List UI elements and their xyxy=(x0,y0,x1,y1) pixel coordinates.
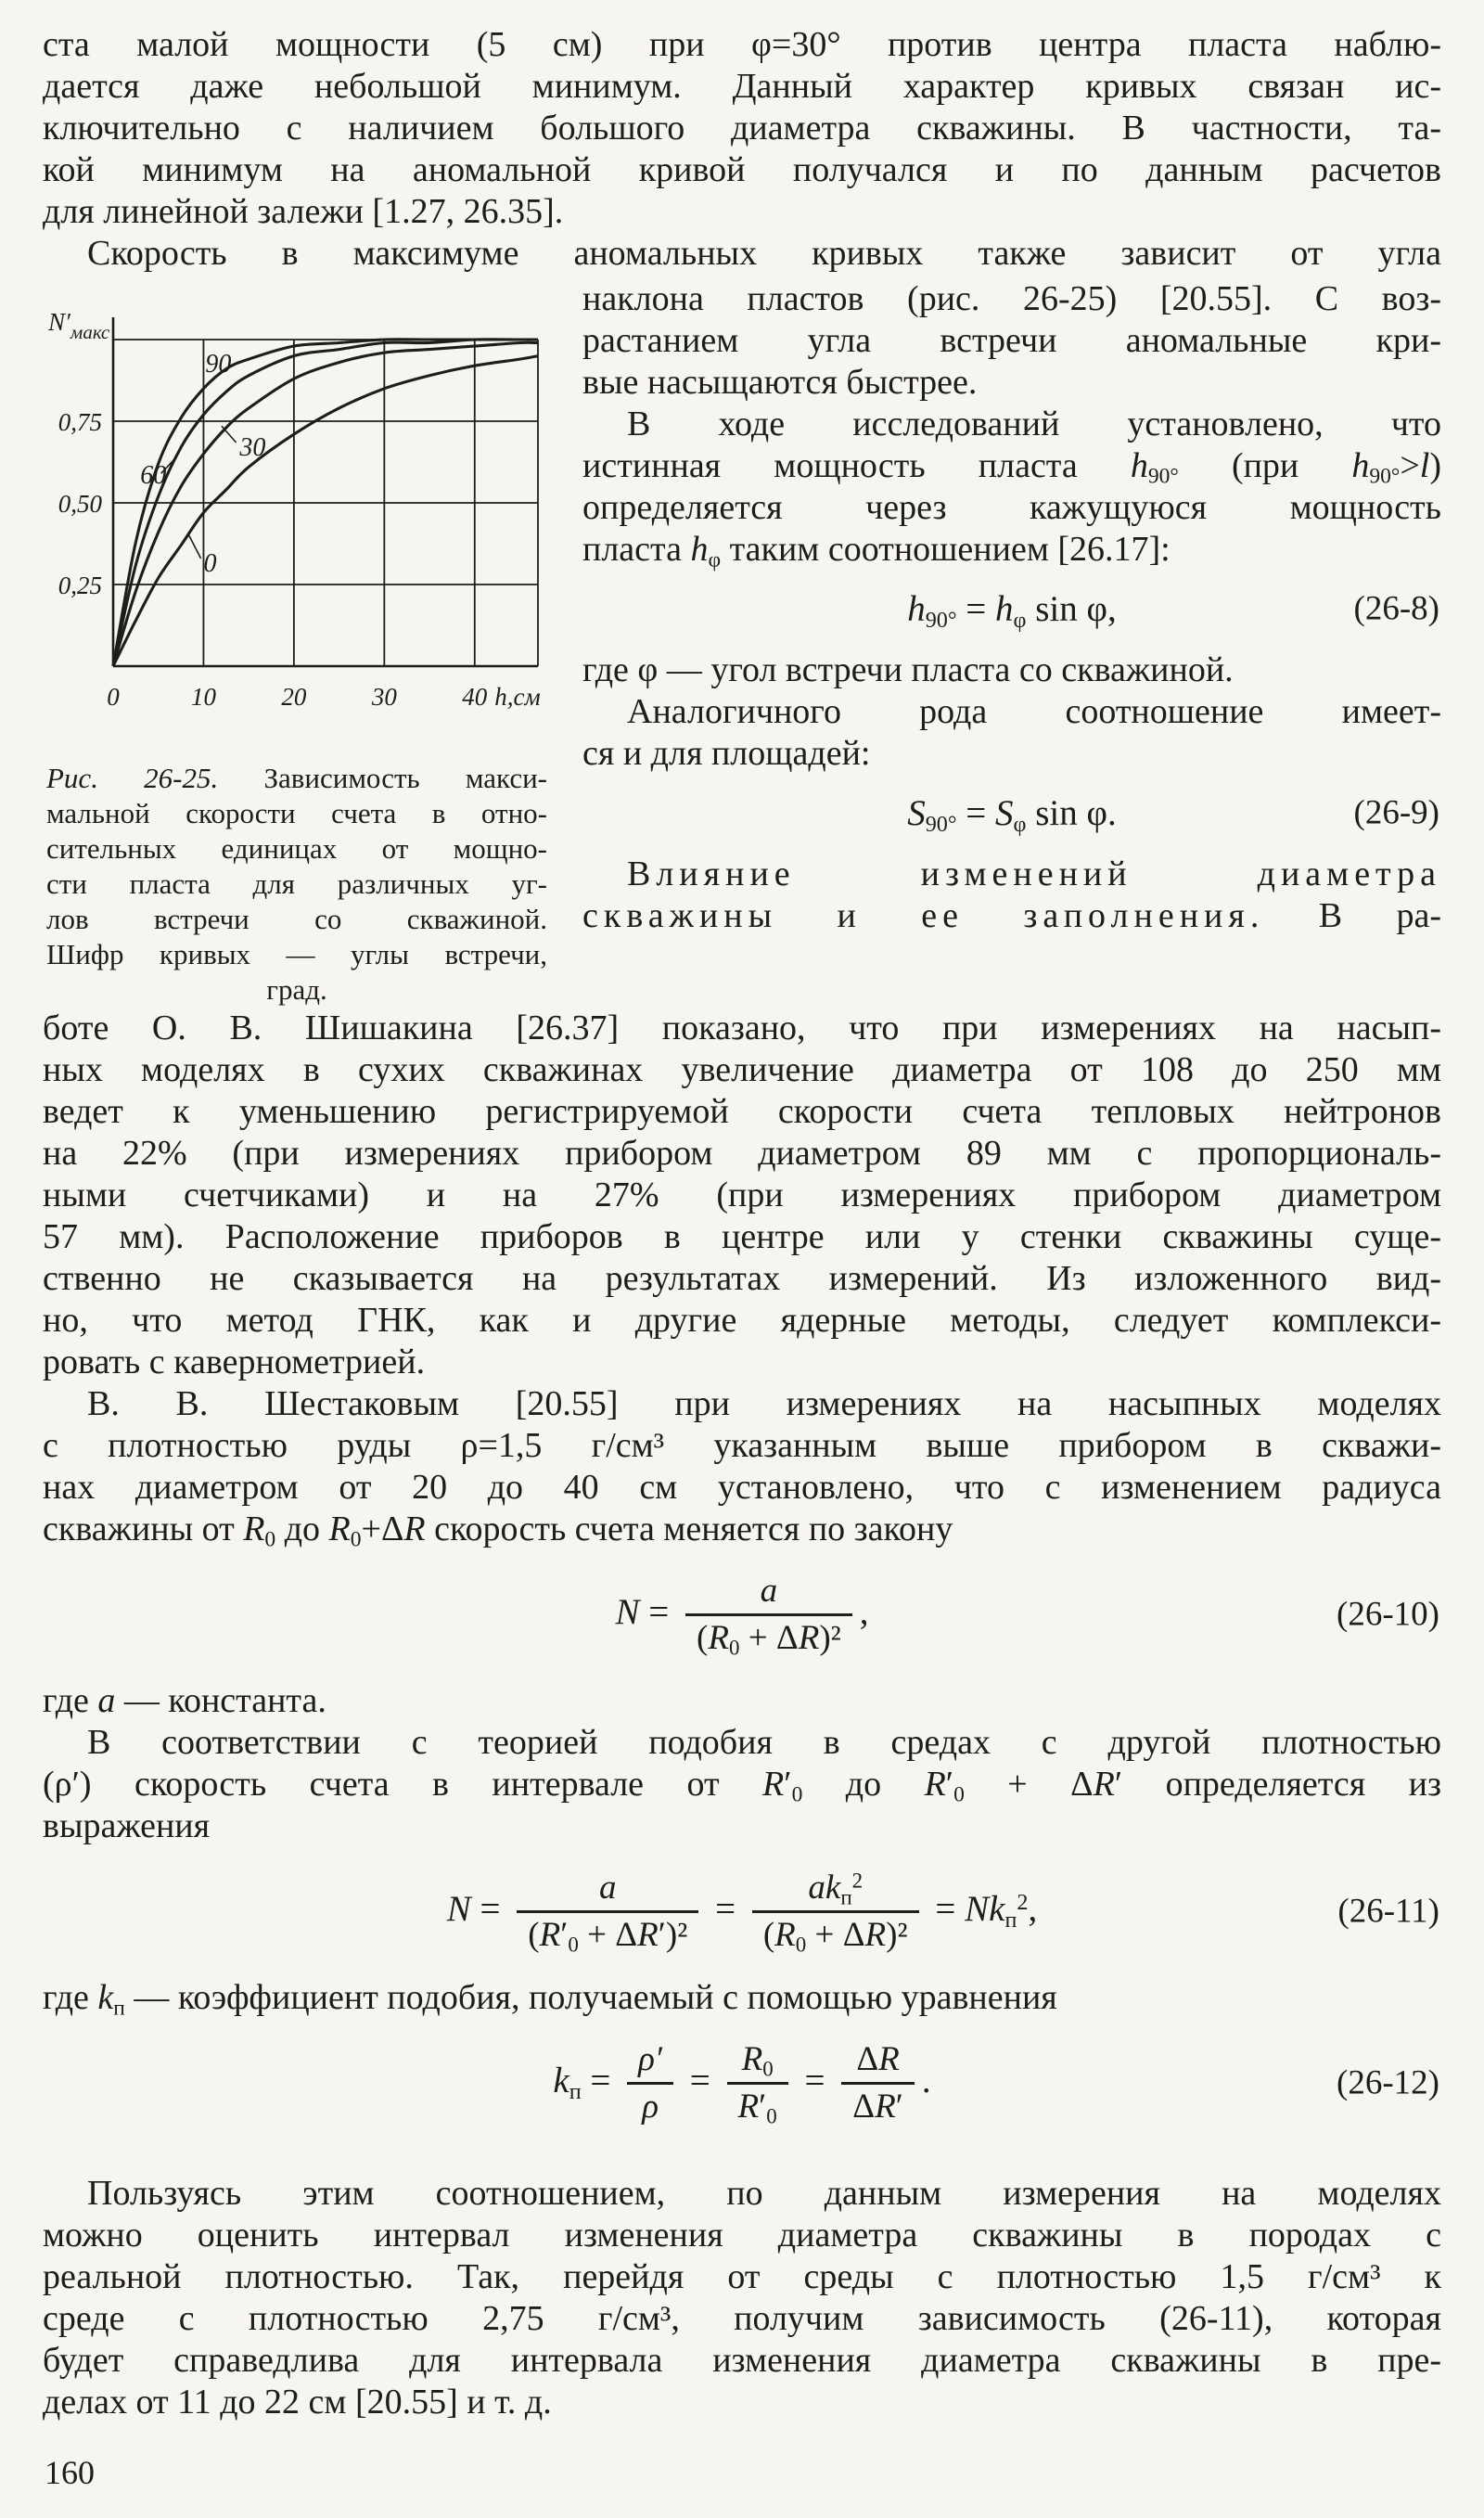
y-tick-label: 0,75 xyxy=(58,408,102,436)
text-line: скважины и ее заполнения. В ра- xyxy=(582,895,1441,935)
formula-body: N = $\frac{a}{(R'_0 + \Delta R')^2}$ = $\frac{ak_п^2}{(R_0 + \Delta R)^2}$ = $Nk_п^2$, xyxy=(447,1889,1037,1929)
text-line: реальной плотностью. Так, перейдя от среды с плотностью 1,5 г/см³ к xyxy=(43,2256,1441,2296)
text-line: Шифр кривых — углы встречи, xyxy=(46,938,547,970)
text-line: ся и для площадей: xyxy=(582,733,871,773)
text-line: истинная мощность пласта $h_{90^\circ}$ (при $h_{90^\circ}>l$) xyxy=(582,446,1441,489)
text-line: наклона пластов (рис. 26-25) [20.55]. С воз- xyxy=(582,279,1441,318)
fraction: $\frac{\Delta R}{\Delta R'}$ xyxy=(841,2037,915,2130)
text-line: боте О. В. Шишакина [26.37] показано, что при измерениях на насып- xyxy=(43,1008,1441,1047)
formula-body: N = $\frac{a}{(R_0 + \Delta R)^2}$ , xyxy=(615,1592,868,1632)
text-line: Влияние изменений диаметра xyxy=(627,854,1441,893)
figure-and-text-row xyxy=(43,278,1441,1008)
paragraph-angle xyxy=(582,649,1441,775)
text-line: растанием угла встречи аномальные кри- xyxy=(582,321,1441,360)
fraction: $\frac{a}{(R_0 + \Delta R)^2}$ xyxy=(685,1569,852,1662)
text-line: В соответствии с теорией подобия в средах с другой плотностью xyxy=(87,1722,1441,1762)
formula-body: $h_{90^\circ} = h_\varphi$ sin φ, xyxy=(907,589,1117,633)
fraction: $\frac{ak_п^2}{(R_0 + \Delta R)^2}$ xyxy=(752,1866,919,1959)
text-line: дается даже небольшой минимум. Данный характер кривых связан ис- xyxy=(43,67,1441,106)
paragraph-slope xyxy=(582,278,1441,404)
text-line: лов встречи со скважиной. xyxy=(46,903,547,935)
text-line: сти пласта для различных уг- xyxy=(46,867,547,900)
curve-label-30: 30 xyxy=(239,432,266,462)
text-line: (ρ′) скорость счета в интервале от $R'_0$ до $R'_0 + \Delta R'$ определяется из xyxy=(43,1764,1441,1807)
text-line: нах диаметром от 20 до 40 см установлено, что с изменением радиуса xyxy=(43,1468,1441,1507)
text-line: сительных единицах от мощно- xyxy=(46,832,547,865)
text-line: Рис. 26-25. Зависимость макси- xyxy=(46,762,547,794)
text-line: будет справедлива для интервала изменения диаметра скважины в пре- xyxy=(43,2340,1441,2380)
text-line: град. xyxy=(266,973,327,1006)
paragraph-block-main xyxy=(43,1008,1441,1550)
y-tick-label: 0,25 xyxy=(58,572,102,599)
text-line: скважины от $R_0$ до $R_0+\Delta R$ скорость счета меняется по закону xyxy=(43,1510,953,1552)
y-axis-label: $N'_{макс}$ xyxy=(48,308,110,343)
label-leader xyxy=(189,535,201,559)
page-number: 160 xyxy=(45,2454,95,2491)
text-line: В. В. Шестаковым [20.55] при измерениях на насыпных моделях xyxy=(87,1384,1441,1423)
y-tick-label: 0,50 xyxy=(58,490,102,518)
paragraph-research xyxy=(582,404,1441,571)
text-line: но, что метод ГНК, как и другие ядерные методы, следует комплекси- xyxy=(43,1301,1441,1340)
equation-number: (26-8) xyxy=(1353,590,1439,629)
text-line: с плотностью руды ρ=1,5 г/см³ указанным выше прибором в скважи- xyxy=(43,1426,1441,1465)
right-text-column xyxy=(582,278,1441,1008)
text-line: для линейной залежи [1.27, 26.35]. xyxy=(43,192,564,231)
text-line: делах от 11 до 22 см [20.55] и т. д. xyxy=(43,2382,552,2422)
equation-number: (26-10) xyxy=(1337,1595,1439,1634)
fraction: $\frac{\rho'}{\rho}$ xyxy=(627,2037,673,2130)
text-line: ста малой мощности (5 см) при φ=30° против центра пласта наблю- xyxy=(43,25,1441,64)
text-line: Пользуясь этим соотношением, по данным измерения на моделях xyxy=(87,2173,1441,2213)
paragraph-diameter-heading xyxy=(582,854,1441,937)
equation-number: (26-9) xyxy=(1353,793,1439,832)
text-line: ственно не сказывается на результатах измерений. Из изложенного вид- xyxy=(43,1259,1441,1298)
text-line: среде с плотностью 2,75 г/см³, получим зависимость (26-11), которая xyxy=(43,2298,1441,2338)
text-line: выражения xyxy=(43,1805,211,1845)
x-tick-label: 20 xyxy=(281,683,307,711)
text-line: пласта $h_\varphi$ таким соотношением [26.17]: xyxy=(582,530,1171,572)
text-line: Аналогичного рода соотношение имеет- xyxy=(627,691,1441,731)
text-line: ными счетчиками) и на 27% (при измерениях прибором диаметром xyxy=(43,1175,1441,1214)
paragraph-block-similarity xyxy=(43,1680,1441,1847)
text-line: где a — константа. xyxy=(43,1680,326,1720)
text-line: В ходе исследований установлено, что xyxy=(627,405,1441,443)
text-line: определяется через кажущуюся мощность xyxy=(582,488,1441,527)
label-leader xyxy=(222,426,237,443)
formula-body: $k_п$ = $\frac{\rho'}{\rho}$ = $\frac{R_0}{R'_0}$ = $\frac{\Delta R}{\Delta R'}$ . xyxy=(553,2061,930,2100)
paragraph-block-closing xyxy=(43,2173,1441,2423)
text-line: мальной скорости счета в отно- xyxy=(46,797,547,829)
equation-number: (26-12) xyxy=(1337,2063,1439,2102)
text-line: на 22% (при измерениях прибором диаметром 89 мм с пропорциональ- xyxy=(43,1134,1441,1173)
curve-label-90: 90 xyxy=(205,350,232,379)
formula-26-10 xyxy=(43,1569,1441,1662)
x-tick-label: 40 xyxy=(462,683,488,711)
x-tick-label: 0 xyxy=(107,683,120,711)
curve-label-60: 60 xyxy=(140,460,167,490)
text-line: где φ — угол встречи пласта со скважиной. xyxy=(582,649,1234,689)
text-line: ведет к уменьшению регистрируемой скорости счета тепловых нейтронов xyxy=(43,1092,1441,1131)
text-line: 57 мм). Расположение приборов в центре или у стенки скважины суще- xyxy=(43,1217,1441,1256)
text-line: можно оценить интервал изменения диаметра скважины в породах с xyxy=(43,2215,1441,2255)
figure-26-25 xyxy=(43,278,551,1008)
fraction: $\frac{R_0}{R'_0}$ xyxy=(727,2037,788,2130)
x-axis-label: h,см xyxy=(494,683,541,711)
equation-number: (26-11) xyxy=(1337,1892,1439,1931)
text-line: где $k_п$ — коэффициент подобия, получаемый с помощью уравнения xyxy=(43,1977,1057,2021)
curve-label-0: 0 xyxy=(203,548,217,578)
formula-26-8 xyxy=(582,589,1441,631)
formula-26-9 xyxy=(582,793,1441,835)
formula-body: $S_{90^\circ} = S_\varphi$ sin φ. xyxy=(907,792,1117,837)
text-line: ключительно с наличием большого диаметра скважины. В частности, та- xyxy=(43,109,1441,148)
text-line: ровать с кавернометрией. xyxy=(43,1343,426,1381)
text-line: ных моделях в сухих скважинах увеличение диаметра от 108 до 250 мм xyxy=(43,1050,1441,1089)
formula-26-11 xyxy=(43,1866,1441,1959)
paragraph-block-coefficient xyxy=(43,1977,1441,2019)
x-tick-label: 10 xyxy=(190,683,216,711)
figure-caption xyxy=(43,761,551,1008)
text-line: кой минимум на аномальной кривой получался и по данным расчетов xyxy=(43,150,1441,189)
fraction: $\frac{a}{(R'_0 + \Delta R')^2}$ xyxy=(517,1866,698,1959)
text-line: вые насыщаются быстрее. xyxy=(582,363,978,402)
x-tick-label: 30 xyxy=(371,683,397,711)
formula-26-12 xyxy=(43,2037,1441,2130)
paragraph-block-top xyxy=(43,24,1441,275)
text-line: Скорость в максимуме аномальных кривых также зависит от угла xyxy=(87,234,1441,273)
chart-fig-26-25 xyxy=(43,302,544,739)
